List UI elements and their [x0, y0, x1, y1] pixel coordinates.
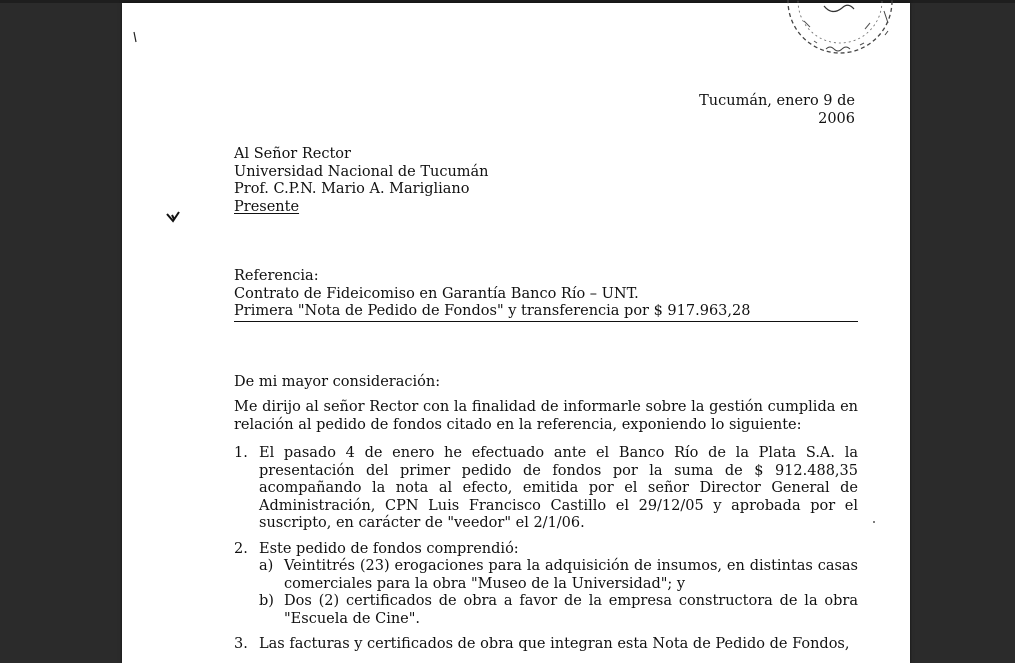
- item-text: El pasado 4 de enero he efectuado ante el Banco Río de la Plata S.A. la presentación del primer pedido de fondos por la suma de $ 912.488,35 acompañando la nota al efecto, emitida por el señor Director General de Administración, CPN Luis Francisco Castillo el 29/12/05 y aprobada por el suscripto, en carácter de "veedor" el 2/1/06.: [259, 445, 858, 531]
- item-text: Las facturas y certificados de obra que integran esta Nota de Pedido de Fondos,: [259, 636, 850, 652]
- reference-label: Referencia:: [234, 268, 319, 284]
- item-number: 2.: [234, 540, 248, 557]
- sub-list: [259, 558, 858, 628]
- reference-block: [234, 268, 858, 322]
- sub-item-letter: b): [259, 593, 274, 609]
- addressee-institution: Universidad Nacional de Tucumán: [234, 163, 489, 180]
- list-item: [234, 541, 858, 629]
- list-item: [234, 445, 858, 533]
- scan-mark: [872, 520, 876, 524]
- list-item: [234, 636, 858, 654]
- sub-list-item: [259, 593, 858, 628]
- scan-mark: [132, 31, 138, 43]
- addressee-name: Prof. C.P.N. Mario A. Marigliano: [234, 181, 470, 197]
- addressee-title: Al Señor Rector: [234, 146, 351, 162]
- sub-list-item: [259, 558, 858, 593]
- sub-item-text: Veintitrés (23) erogaciones para la adquisición de insumos, en distintas casas comerciales para la obra "Museo de la Universidad"; y: [284, 558, 858, 592]
- sub-item-text: Dos (2) certificados de obra a favor de la empresa constructora de la obra "Escuela de Cine".: [284, 593, 858, 627]
- intro-paragraph: Me dirijo al señor Rector con la finalidad de informarle sobre la gestión cumplida en relación al pedido de fondos citado en la referencia, exponiendo lo siguiente:: [234, 399, 858, 433]
- item-number: 3.: [234, 636, 248, 652]
- item-number: 1.: [234, 445, 248, 461]
- greeting: De mi mayor consideración:: [234, 374, 441, 390]
- item-text: Este pedido de fondos comprendió:: [259, 540, 519, 557]
- scan-mark: [166, 211, 180, 223]
- addressee-block: [234, 146, 489, 216]
- seal-stamp: [784, 0, 896, 61]
- reference-line-2: Primera "Nota de Pedido de Fondos" y transferencia por $ 917.963,28: [234, 303, 858, 322]
- document-page: [122, 3, 910, 663]
- reference-line-1: Contrato de Fideicomiso en Garantía Banco Río – UNT.: [234, 285, 639, 302]
- numbered-list: [234, 445, 858, 662]
- addressee-presente: Presente: [234, 198, 300, 215]
- letter-date: Tucumán, enero 9 de 2006: [699, 93, 855, 127]
- sub-item-letter: a): [259, 558, 274, 574]
